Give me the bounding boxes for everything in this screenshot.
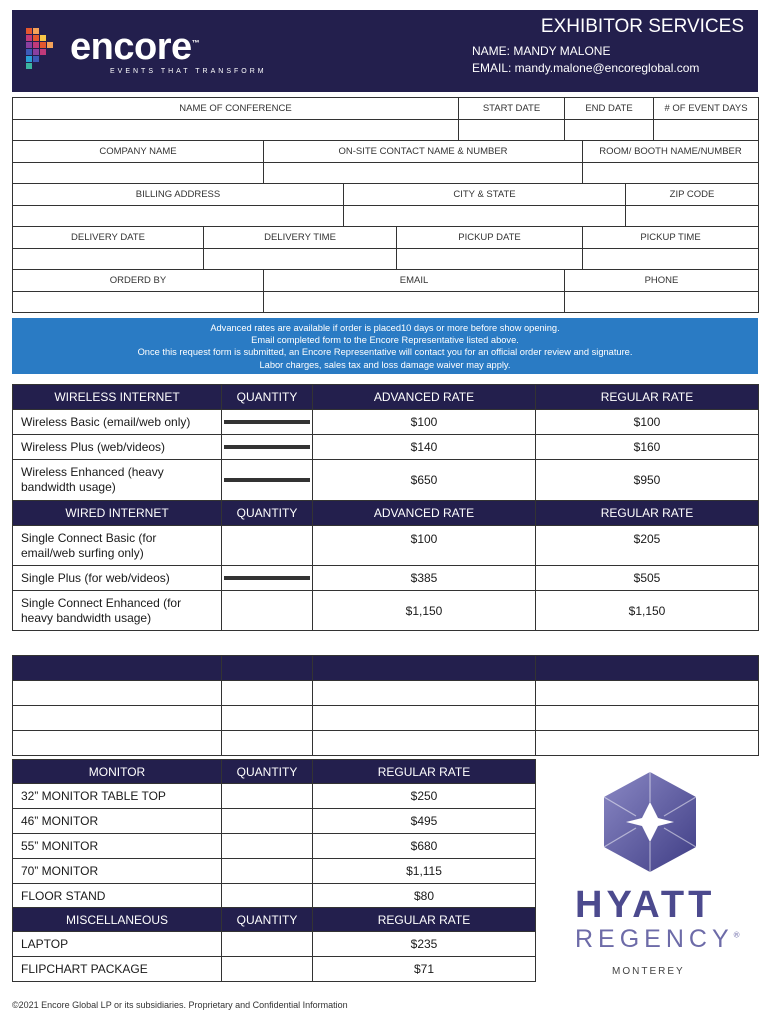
table-row (13, 932, 536, 957)
label-end-date: END DATE (565, 98, 654, 120)
quantity-cell[interactable] (222, 932, 313, 957)
label-conference-name: NAME OF CONFERENCE (13, 98, 459, 120)
blank-cell[interactable] (536, 731, 759, 756)
header-wireless-internet: WIRELESS INTERNET (13, 385, 222, 410)
header-wired-internet: WIRED INTERNET (13, 501, 222, 526)
item-name: Single Plus (for web/videos) (13, 566, 222, 591)
encore-logo-text: encore™ (70, 26, 200, 68)
table-row (13, 809, 536, 834)
table-row (13, 731, 759, 756)
item-name: Single Connect Enhanced (for heavy bandwidth usage) (13, 591, 222, 631)
quantity-cell[interactable] (222, 884, 313, 908)
field-start-date[interactable] (459, 119, 565, 141)
regular-rate: $205 (536, 526, 759, 566)
item-name: 32” MONITOR TABLE TOP (13, 784, 222, 809)
blank-table (12, 655, 759, 756)
blank-header-cell (222, 656, 313, 681)
header-monitor: MONITOR (13, 760, 222, 784)
item-name: FLIPCHART PACKAGE (13, 957, 222, 982)
quantity-input[interactable] (224, 445, 310, 449)
blank-header-cell (13, 656, 222, 681)
advanced-rate: $100 (313, 410, 536, 435)
item-name: 46” MONITOR (13, 809, 222, 834)
label-delivery-time: DELIVERY TIME (204, 227, 397, 249)
blank-cell[interactable] (536, 706, 759, 731)
table-row (13, 566, 759, 591)
quantity-cell[interactable] (222, 859, 313, 884)
blank-cell[interactable] (536, 681, 759, 706)
label-pickup-time: PICKUP TIME (583, 227, 759, 249)
encore-logo-icon (24, 24, 54, 76)
regular-rate: $495 (313, 809, 536, 834)
field-room-booth[interactable] (583, 162, 759, 184)
blank-cell[interactable] (222, 681, 313, 706)
label-pickup-date: PICKUP DATE (397, 227, 583, 249)
hyatt-logo-icon (602, 772, 698, 872)
header-miscellaneous: MISCELLANEOUS (13, 908, 222, 932)
regular-rate: $80 (313, 884, 536, 908)
label-email: EMAIL (264, 270, 565, 292)
advanced-rate: $1,150 (313, 591, 536, 631)
blank-cell[interactable] (222, 731, 313, 756)
regular-rate: $950 (536, 460, 759, 501)
header-regular-rate: REGULAR RATE (536, 385, 759, 410)
regular-rate: $1,115 (313, 859, 536, 884)
field-end-date[interactable] (565, 119, 654, 141)
header-quantity: QUANTITY (222, 501, 313, 526)
regular-rate: $1,150 (536, 591, 759, 631)
info-line: Advanced rates are available if order is placed10 days or more before show opening. (210, 323, 560, 333)
table-row (13, 526, 759, 566)
blank-cell[interactable] (313, 681, 536, 706)
field-billing-address[interactable] (13, 205, 344, 227)
page-title: EXHIBITOR SERVICES (540, 16, 744, 37)
info-banner (12, 318, 758, 374)
item-name: FLOOR STAND (13, 884, 222, 908)
hyatt-wordmark: HYATT (575, 884, 716, 926)
quantity-input[interactable] (224, 478, 310, 482)
header-quantity: QUANTITY (222, 385, 313, 410)
info-line: Email completed form to the Encore Representative listed above. (251, 335, 519, 346)
monterey-wordmark: MONTEREY (612, 966, 685, 977)
field-company-name[interactable] (13, 162, 264, 184)
quantity-cell[interactable] (222, 957, 313, 982)
blank-header-cell (313, 656, 536, 681)
header-regular-rate: REGULAR RATE (313, 908, 536, 932)
regular-rate: $100 (536, 410, 759, 435)
info-line: Once this request form is submitted, an Encore Representative will contact you for an official order review and signature. (137, 347, 633, 358)
quantity-cell[interactable] (222, 784, 313, 809)
monitor-rate-table (12, 759, 536, 982)
item-name: LAPTOP (13, 932, 222, 957)
blank-cell[interactable] (13, 731, 222, 756)
table-row (13, 834, 536, 859)
advanced-rate: $650 (313, 460, 536, 501)
field-delivery-date[interactable] (13, 248, 204, 270)
form-row-conference (12, 97, 759, 141)
table-row (13, 410, 759, 435)
table-row (13, 957, 536, 982)
table-row (13, 884, 536, 908)
header-banner (12, 10, 758, 92)
quantity-input[interactable] (224, 420, 310, 424)
quantity-cell[interactable] (222, 809, 313, 834)
advanced-rate: $100 (313, 526, 536, 566)
regular-rate: $250 (313, 784, 536, 809)
blank-cell[interactable] (13, 706, 222, 731)
label-event-days: # OF EVENT DAYS (654, 98, 759, 120)
blank-cell[interactable] (222, 706, 313, 731)
item-name: Wireless Plus (web/videos) (13, 435, 222, 460)
table-row (13, 435, 759, 460)
form-row-ordered-by (12, 269, 759, 313)
field-email[interactable] (264, 291, 565, 313)
item-name: 55” MONITOR (13, 834, 222, 859)
form-row-billing (12, 183, 759, 227)
table-row (13, 706, 759, 731)
table-row (13, 591, 759, 631)
regency-wordmark: REGENCY® (575, 925, 745, 953)
quantity-input[interactable] (224, 576, 310, 580)
advanced-rate: $385 (313, 566, 536, 591)
header-quantity: QUANTITY (222, 760, 313, 784)
field-phone[interactable] (565, 291, 759, 313)
info-line: Labor charges, sales tax and loss damage waiver may apply. (259, 359, 511, 370)
contact-email: EMAIL: mandy.malone@encoreglobal.com (472, 61, 700, 75)
item-name: Wireless Enhanced (heavy bandwidth usage) (13, 460, 222, 501)
item-name: Wireless Basic (email/web only) (13, 410, 222, 435)
blank-cell[interactable] (313, 706, 536, 731)
label-ordered-by: ORDERD BY (13, 270, 264, 292)
field-zip-code[interactable] (626, 205, 759, 227)
field-delivery-time[interactable] (204, 248, 397, 270)
regular-rate: $71 (313, 957, 536, 982)
internet-rate-table (12, 384, 759, 631)
regular-rate: $160 (536, 435, 759, 460)
quantity-cell[interactable] (222, 591, 313, 631)
header-quantity: QUANTITY (222, 908, 313, 932)
quantity-cell[interactable] (222, 834, 313, 859)
field-conference-name[interactable] (13, 119, 459, 141)
table-row (13, 681, 759, 706)
field-pickup-time[interactable] (583, 248, 759, 270)
header-regular-rate: REGULAR RATE (313, 760, 536, 784)
label-city-state: CITY & STATE (344, 184, 626, 206)
label-phone: PHONE (565, 270, 759, 292)
encore-tagline: EVENTS THAT TRANSFORM (110, 68, 267, 75)
label-delivery-date: DELIVERY DATE (13, 227, 204, 249)
item-name: 70” MONITOR (13, 859, 222, 884)
contact-name: NAME: MANDY MALONE (472, 44, 611, 58)
header-advanced-rate: ADVANCED RATE (313, 501, 536, 526)
footer-copyright: ©2021 Encore Global LP or its subsidiaries. Proprietary and Confidential Information (12, 1000, 348, 1010)
quantity-cell[interactable] (222, 526, 313, 566)
label-company-name: COMPANY NAME (13, 141, 264, 163)
regular-rate: $235 (313, 932, 536, 957)
blank-cell[interactable] (313, 731, 536, 756)
form-row-company (12, 140, 759, 184)
blank-header-cell (536, 656, 759, 681)
blank-cell[interactable] (13, 681, 222, 706)
regular-rate: $505 (536, 566, 759, 591)
regular-rate: $680 (313, 834, 536, 859)
header-advanced-rate: ADVANCED RATE (313, 385, 536, 410)
field-ordered-by[interactable] (13, 291, 264, 313)
field-event-days[interactable] (654, 119, 759, 141)
label-room-booth: ROOM/ BOOTH NAME/NUMBER (583, 141, 759, 163)
table-row (13, 460, 759, 501)
advanced-rate: $140 (313, 435, 536, 460)
form-row-delivery (12, 226, 759, 270)
header-regular-rate: REGULAR RATE (536, 501, 759, 526)
label-start-date: START DATE (459, 98, 565, 120)
label-onsite-contact: ON-SITE CONTACT NAME & NUMBER (264, 141, 583, 163)
label-billing-address: BILLING ADDRESS (13, 184, 344, 206)
table-row (13, 859, 536, 884)
label-zip-code: ZIP CODE (626, 184, 759, 206)
field-city-state[interactable] (344, 205, 626, 227)
field-onsite-contact[interactable] (264, 162, 583, 184)
item-name: Single Connect Basic (for email/web surfing only) (13, 526, 222, 566)
field-pickup-date[interactable] (397, 248, 583, 270)
table-row (13, 784, 536, 809)
